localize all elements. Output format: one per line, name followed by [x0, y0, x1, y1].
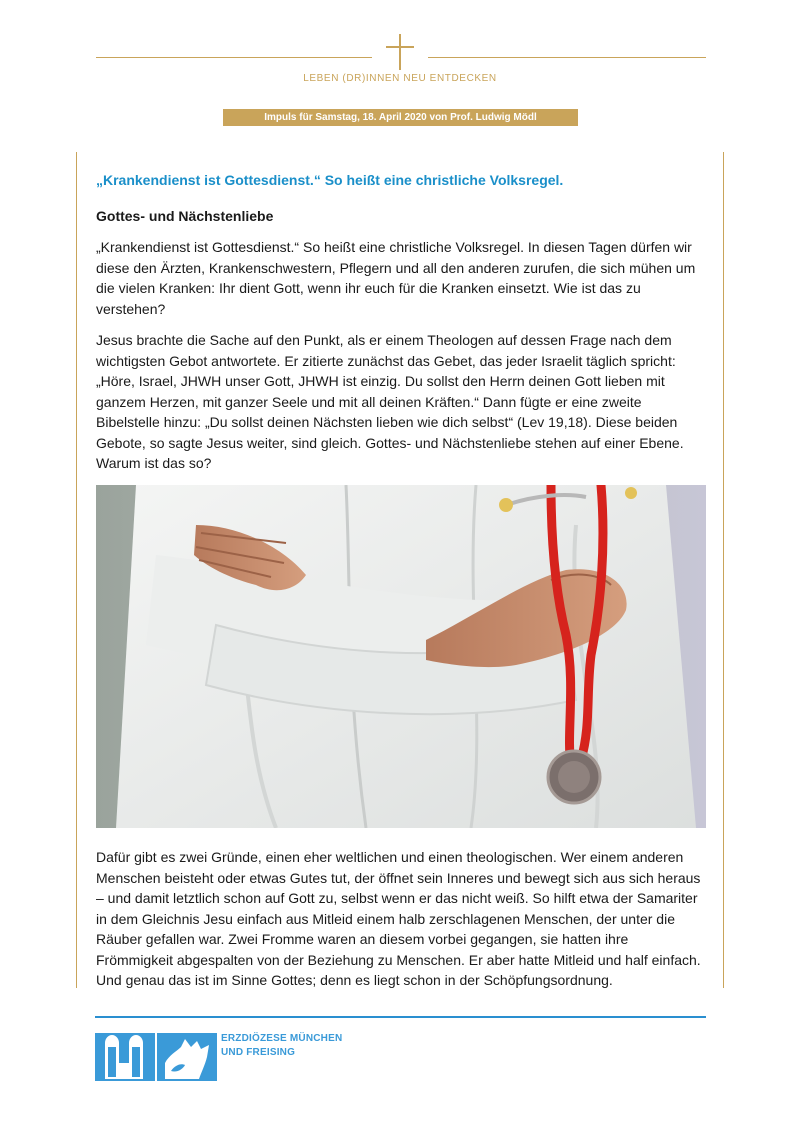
organization-name-line1: ERZDIÖZESE MÜNCHEN	[221, 1033, 343, 1044]
tagline: LEBEN (DR)INNEN NEU ENTDECKEN	[303, 73, 497, 84]
frame-left-line	[76, 152, 77, 988]
paragraph-2: Jesus brachte die Sache auf den Punkt, als er einem Theologen auf dessen Frage nach dem wichtigsten Gebot antwortete. Er zitierte zunächst das Gebet, das jeder Israelit täglich spricht: „Höre, Israel, JHWH unser Gott, JHWH ist einzig. Du sollst den Herrn deinen Gott lieben mit ganzem Herzen, mit ganzer Seele und mit all deinen Kräften.“ Dann fügte er eine zweite Bibelstelle hinzu: „Du sollst deinen Nächsten lieben wie dich selbst“ (Lev 19,18). Diese beiden Gebote, so sagte Jesus weiter, sind gleich. Gottes- und Nächstenliebe stehen auf einer Ebene. Warum ist das so?	[96, 332, 684, 471]
header-rule-right	[428, 57, 706, 58]
impulse-banner: Impuls für Samstag, 18. April 2020 von Prof. Ludwig Mödl	[223, 109, 578, 126]
organization-name-line2: UND FREISING	[221, 1047, 296, 1058]
article-subheading: Gottes- und Nächstenliebe	[96, 208, 274, 224]
moor-crown-logo-icon	[157, 1033, 217, 1081]
doctor-stethoscope-photo	[96, 485, 706, 828]
frauenkirche-logo-icon	[95, 1033, 155, 1081]
footer-rule	[95, 1016, 706, 1018]
paragraph-1: „Krankendienst ist Gottesdienst.“ So heißt eine christliche Volksregel. In diesen Tagen dürfen wir diese den Ärzten, Krankenschwestern, Pflegern und all den anderen zurufen, die sich mühen um die vielen Kranken: Ihr dient Gott, wenn ihr euch für die Kranken einsetzt. Wie ist das zu verstehen?	[96, 239, 696, 317]
frame-right-line	[723, 152, 724, 988]
paragraph-3: Dafür gibt es zwei Gründe, einen eher weltlichen und einen theologischen. Wer einem anderen Menschen beisteht oder etwas Gutes tut, der öffnet sein Inneres und bewegt sich aus sich heraus – und damit letztlich schon auf Gott zu, selbst wenn er das nicht weiß. So hilft etwa der Samariter in dem Gleichnis Jesu einfach aus Mitleid einem halb zerschlagenen Menschen, der unter die Räuber gefallen war. Zwei Fromme waren an diesem vorbei gegangen, sie hatten ihre Frömmigkeit abgespalten von der Beziehung zu Menschen. Er aber hatte Mitleid und half einfach. Und genau das ist im Sinne Gottes; denn es liegt schon in der Schöpfungsordnung.	[96, 849, 701, 988]
header-rule-left	[96, 57, 372, 58]
article-headline: „Krankendienst ist Gottesdienst.“ So heißt eine christliche Volksregel.	[96, 172, 564, 188]
organization-name	[221, 1032, 342, 1060]
